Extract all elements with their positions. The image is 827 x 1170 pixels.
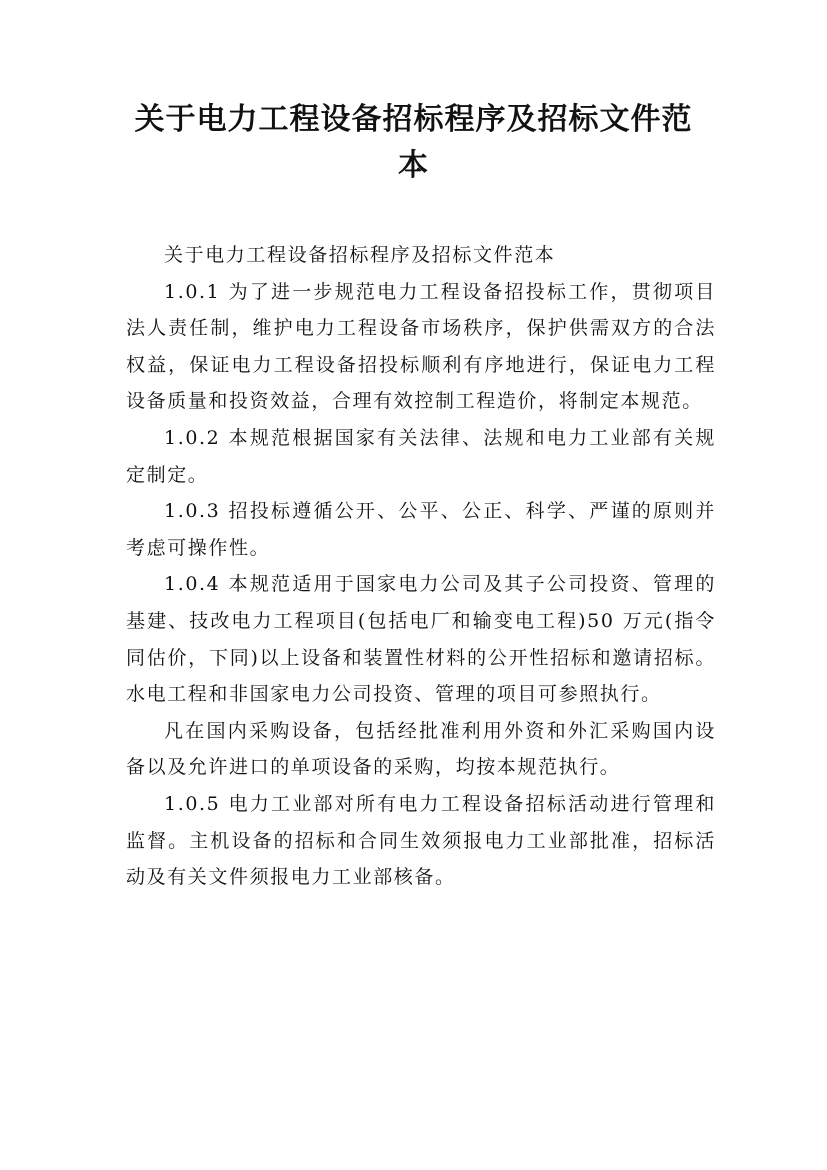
- document-title-line-2: 本: [398, 148, 429, 183]
- paragraph-1-0-2: 1.0.2 本规范根据国家有关法律、法规和电力工业部有关规定制定。: [126, 426, 716, 486]
- paragraph-1-0-4: 1.0.4 本规范适用于国家电力公司及其子公司投资、管理的基建、技改电力工程项目(包括电厂和输变电工程)50 万元(指令同估价，下同)以上设备和装置性材料的公开性招标和邀请招标。水电工程和非国家电力公司投资、管理的项目可参照执行。: [126, 573, 716, 706]
- document-body: [126, 237, 716, 896]
- paragraph-1-0-3: 1.0.3 招投标遵循公开、公平、公正、科学、严谨的原则并考虑可操作性。: [126, 500, 716, 559]
- paragraph-domestic-procurement: 凡在国内采购设备，包括经批准利用外资和外汇采购国内设备以及允许进口的单项设备的采购，均按本规范执行。: [126, 719, 716, 779]
- document-title-line-1: 关于电力工程设备招标程序及招标文件范: [134, 102, 693, 137]
- paragraph-1-0-1: 1.0.1 为了进一步规范电力工程设备招投标工作，贯彻项目法人责任制，维护电力工程设备市场秩序，保护供需双方的合法权益，保证电力工程设备招投标顺利有序地进行，保证电力工程设备质量和投资效益，合理有效控制工程造价，将制定本规范。: [126, 280, 716, 413]
- paragraph-1-0-5: 1.0.5 电力工业部对所有电力工程设备招标活动进行管理和监督。主机设备的招标和合同生效须报电力工业部批准，招标活动及有关文件须报电力工业部核备。: [126, 792, 716, 889]
- paragraph-subtitle: 关于电力工程设备招标程序及招标文件范本: [164, 244, 556, 266]
- document-title: [0, 97, 827, 189]
